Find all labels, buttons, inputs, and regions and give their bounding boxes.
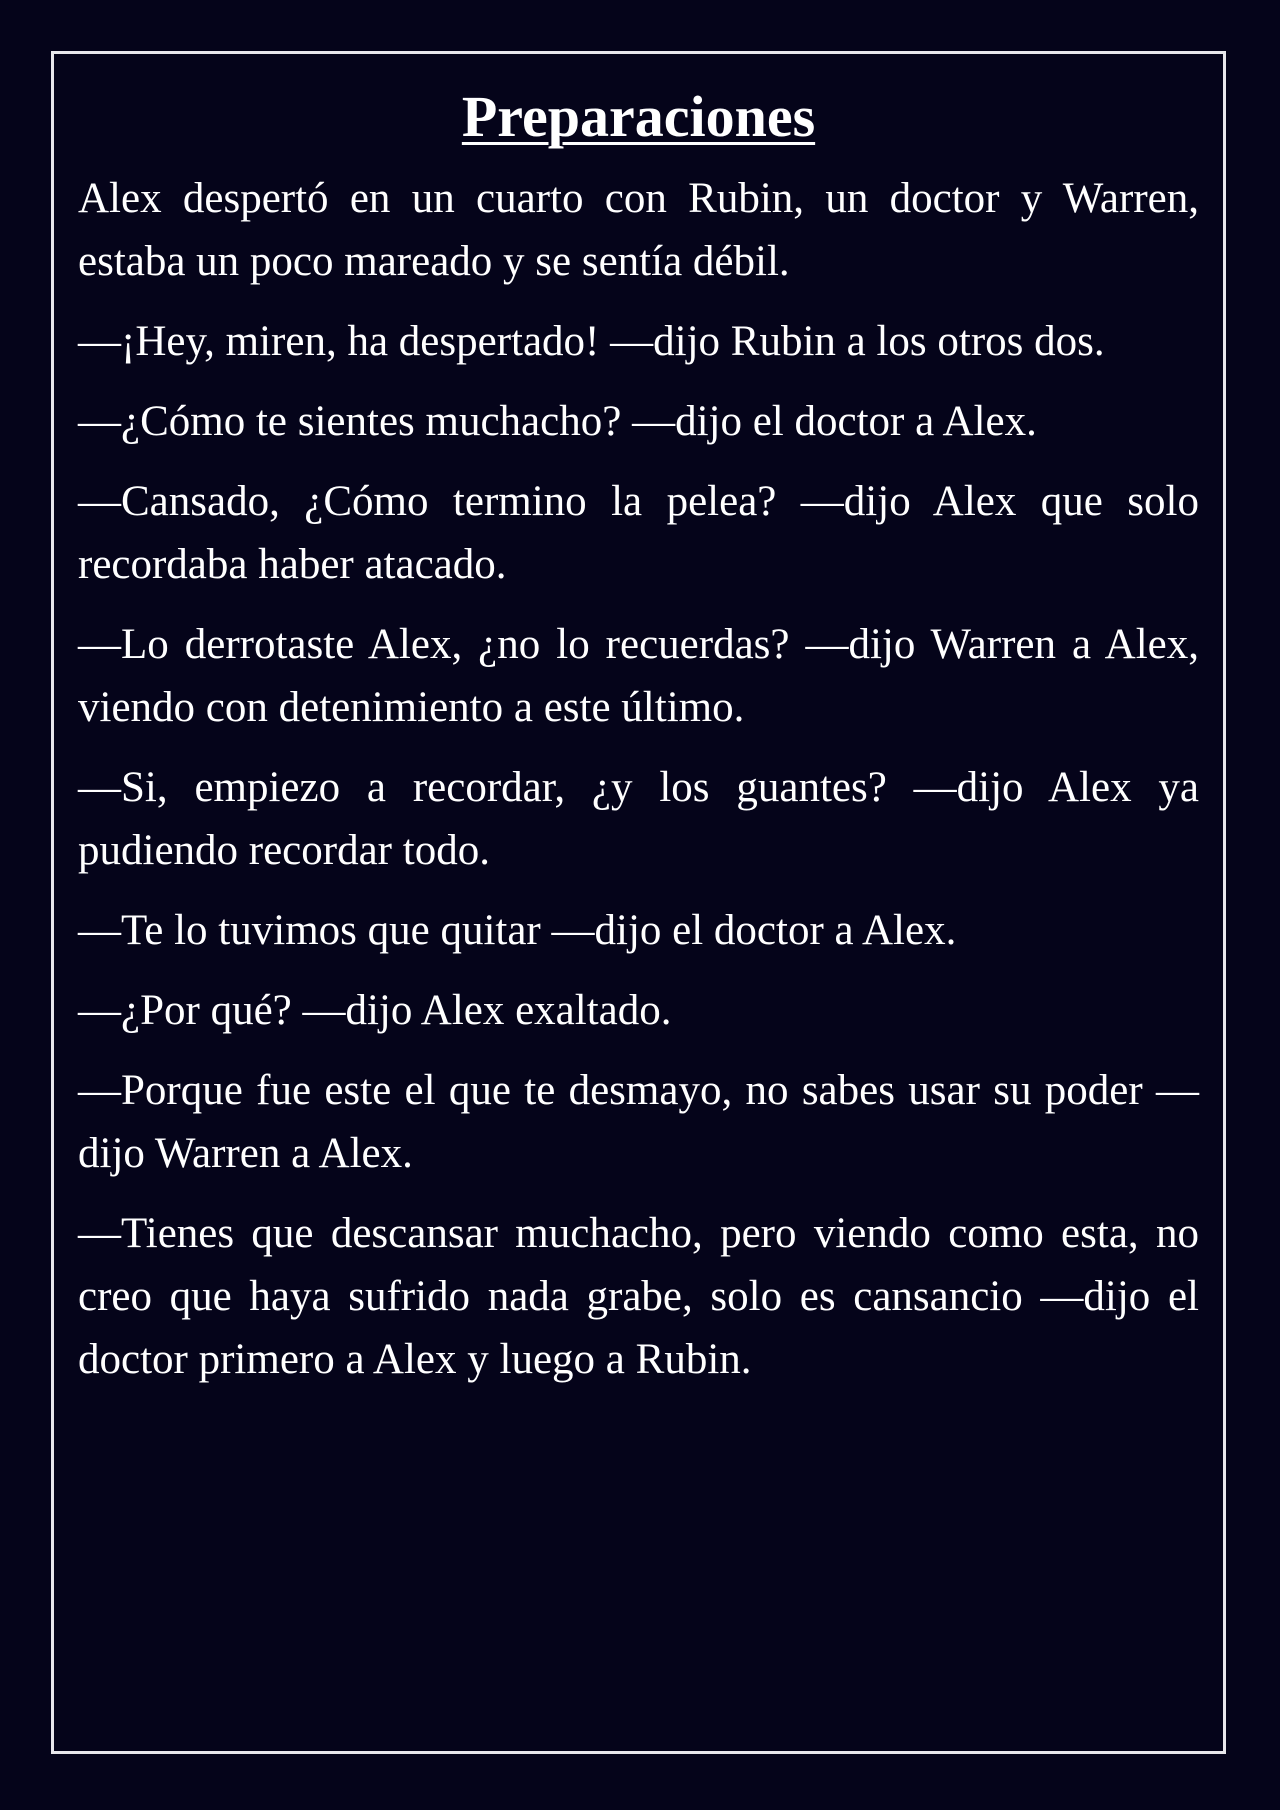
paragraph: —Porque fue este el que te desmayo, no sabes usar su poder —dijo Warren a Alex. [78,1066,1199,1177]
paragraph: —Si, empiezo a recordar, ¿y los guantes? —dijo Alex ya pudiendo recordar todo. [78,763,1199,874]
paragraph: —Lo derrotaste Alex, ¿no lo recuerdas? —dijo Warren a Alex, viendo con detenimiento a este último. [78,620,1199,731]
paragraph: —Tienes que descansar muchacho, pero viendo como esta, no creo que haya sufrido nada grabe, solo es cansancio —dijo el doctor primero a Alex y luego a Rubin. [78,1209,1199,1383]
paragraph: —¿Por qué? —dijo Alex exaltado. [78,986,672,1034]
story-body [78,167,1199,1391]
page-title: Preparaciones [461,84,816,149]
paragraph: —Cansado, ¿Cómo termino la pelea? —dijo Alex que solo recordaba haber atacado. [78,477,1199,588]
paragraph: Alex despertó en un cuarto con Rubin, un doctor y Warren, estaba un poco mareado y se sentía débil. [78,174,1199,285]
paragraph: —Te lo tuvimos que quitar —dijo el doctor a Alex. [78,906,957,954]
paragraph: —¿Cómo te sientes muchacho? —dijo el doctor a Alex. [78,397,1037,445]
page-frame [51,51,1226,1754]
paragraph: —¡Hey, miren, ha despertado! —dijo Rubin a los otros dos. [78,317,1105,365]
